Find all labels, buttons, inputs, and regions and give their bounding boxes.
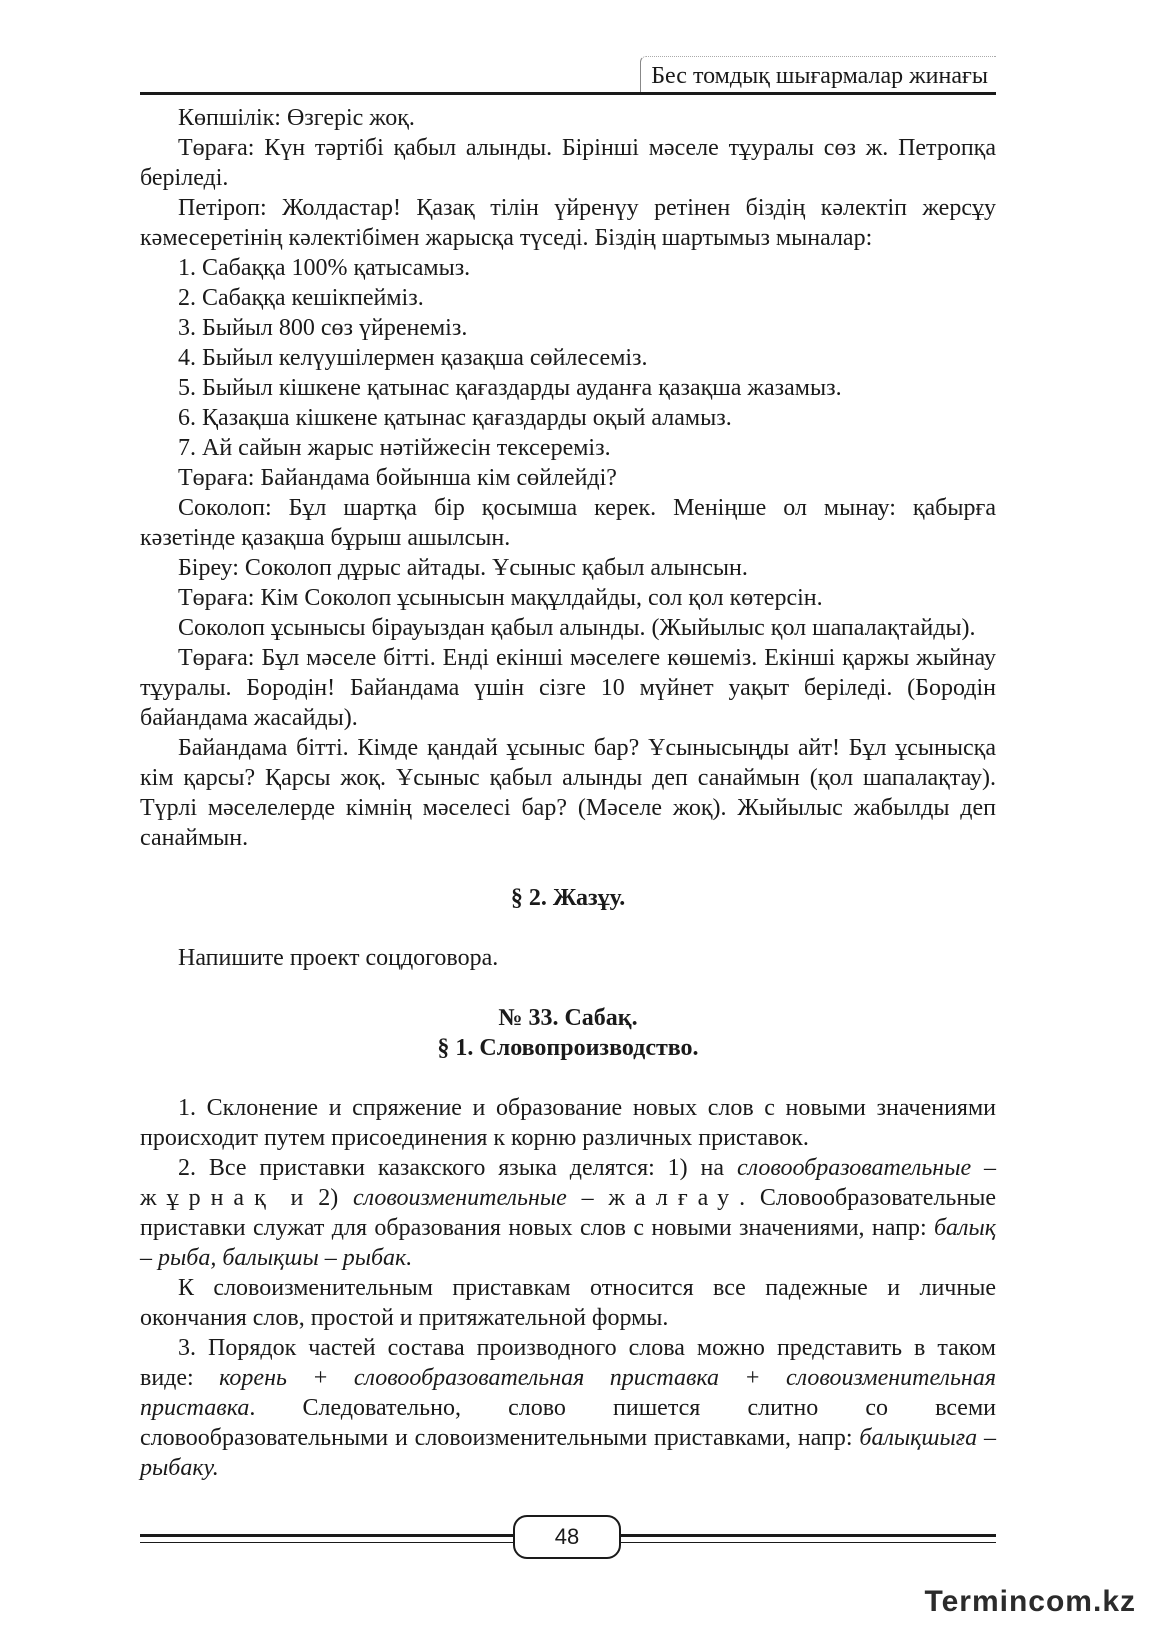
list-item: 5. Быйыл кішкене қатынас қағаздарды ауданға қазақша жазамыз. — [178, 375, 842, 401]
paragraph: Төраға: Күн тәртібі қабыл алынды. Бірінші мәселе тұуралы сөз ж. Петропқа беріледі. — [140, 135, 996, 191]
lesson-section-heading: § 1. Словопроизводство. — [437, 1035, 699, 1061]
rule-paragraph: 2. Все приставки казакского языка делятся: 1) на словообразовательные – жұрнақ и 2) словоизменительные – жалғау. Словообразовательные приставки служат для образования новых слов с новыми значениями, напр: балық – рыба, балықшы – рыбак. — [140, 1155, 997, 1271]
paragraph: Төраға: Бұл мәселе бітті. Енді екінші мәселеге көшеміз. Екінші қаржы жыйнау тұуралы. Бородін! Байандама үшін сізге 10 мүйнет уақыт беріледі. (Бородін байандама жасайды). — [140, 645, 996, 731]
paragraph: Біреу: Соколоп дұрыс айтады. Ұсыныс қабыл алынсын. — [178, 555, 748, 581]
header-rule — [140, 92, 996, 95]
list-item: 1. Сабаққа 100% қатысамыз. — [178, 255, 471, 281]
list-item: 6. Қазақша кішкене қатынас қағаздарды оқый аламыз. — [178, 405, 732, 431]
paragraph: Соколоп ұсынысы бірауыздан қабыл алынды. (Жыйылыс қол шапалақтайды). — [178, 615, 976, 641]
list-item: 3. Быйыл 800 сөз үйренеміз. — [178, 315, 468, 341]
page-number: 48 — [513, 1515, 621, 1559]
section-heading: § 2. Жазұу. — [510, 885, 626, 911]
page-body — [140, 103, 996, 1483]
running-header — [140, 56, 996, 94]
running-header-title: Бес томдық шығармалар жинағы — [640, 56, 996, 95]
rule-paragraph: К словоизменительным приставкам относится все падежные и личные окончания слов, простой и притяжательной формы. — [140, 1275, 996, 1331]
site-watermark-logo: Termincom.kz — [924, 1585, 1136, 1618]
paragraph: Төраға: Байандама бойынша кім сөйлейді? — [178, 465, 617, 491]
rule-paragraph: 3. Порядок частей состава производного слова можно представить в таком виде: корень + словообразовательная приставка + словоизменительная приставка. Следовательно, слово пишется слитно со всеми словообразовательными и словоизменительными приставками, напр: балықшыға – рыбаку. — [140, 1335, 996, 1481]
list-item: 4. Быйыл келүушілермен қазақша сөйлесеміз. — [178, 345, 648, 371]
lesson-heading: № 33. Сабақ. — [498, 1005, 638, 1031]
list-item: 2. Сабаққа кешікпейміз. — [178, 285, 424, 311]
paragraph: Байандама бітті. Кімде қандай ұсыныс бар? Ұсынысыңды айт! Бұл ұсынысқа кім қарсы? Қарсы жоқ. Ұсыныс қабыл алынды деп санаймын (қол шапалақтау). Түрлі мәселелерде кімнің мәселесі бар? (Мәселе жоқ). Жыйылыс жабылды деп санаймын. — [140, 735, 996, 851]
paragraph: Көпшілік: Өзгеріс жоқ. — [178, 105, 415, 131]
page-footer — [140, 1515, 996, 1559]
paragraph: Төраға: Кім Соколоп ұсынысын мақұлдайды, сол қол көтерсін. — [178, 585, 823, 611]
writing-task: Напишите проект соцдоговора. — [178, 945, 499, 971]
paragraph: Соколоп: Бұл шартқа бір қосымша керек. Меніңше ол мынау: қабырға кәзетінде қазақша бұрыш ашылсын. — [140, 495, 996, 551]
list-item: 7. Ай сайын жарыс нәтійжесін тексереміз. — [178, 435, 611, 461]
rule-paragraph: 1. Склонение и спряжение и образование новых слов с новыми значениями происходит путем присоединения к корню различных приставок. — [140, 1095, 996, 1151]
paragraph: Петіроп: Жолдастар! Қазақ тілін үйренүу ретінен біздің кәлектіп жерсұу кәмесеретінің кәлектібімен жарысқа түседі. Біздің шартымыз мыналар: — [140, 195, 996, 251]
